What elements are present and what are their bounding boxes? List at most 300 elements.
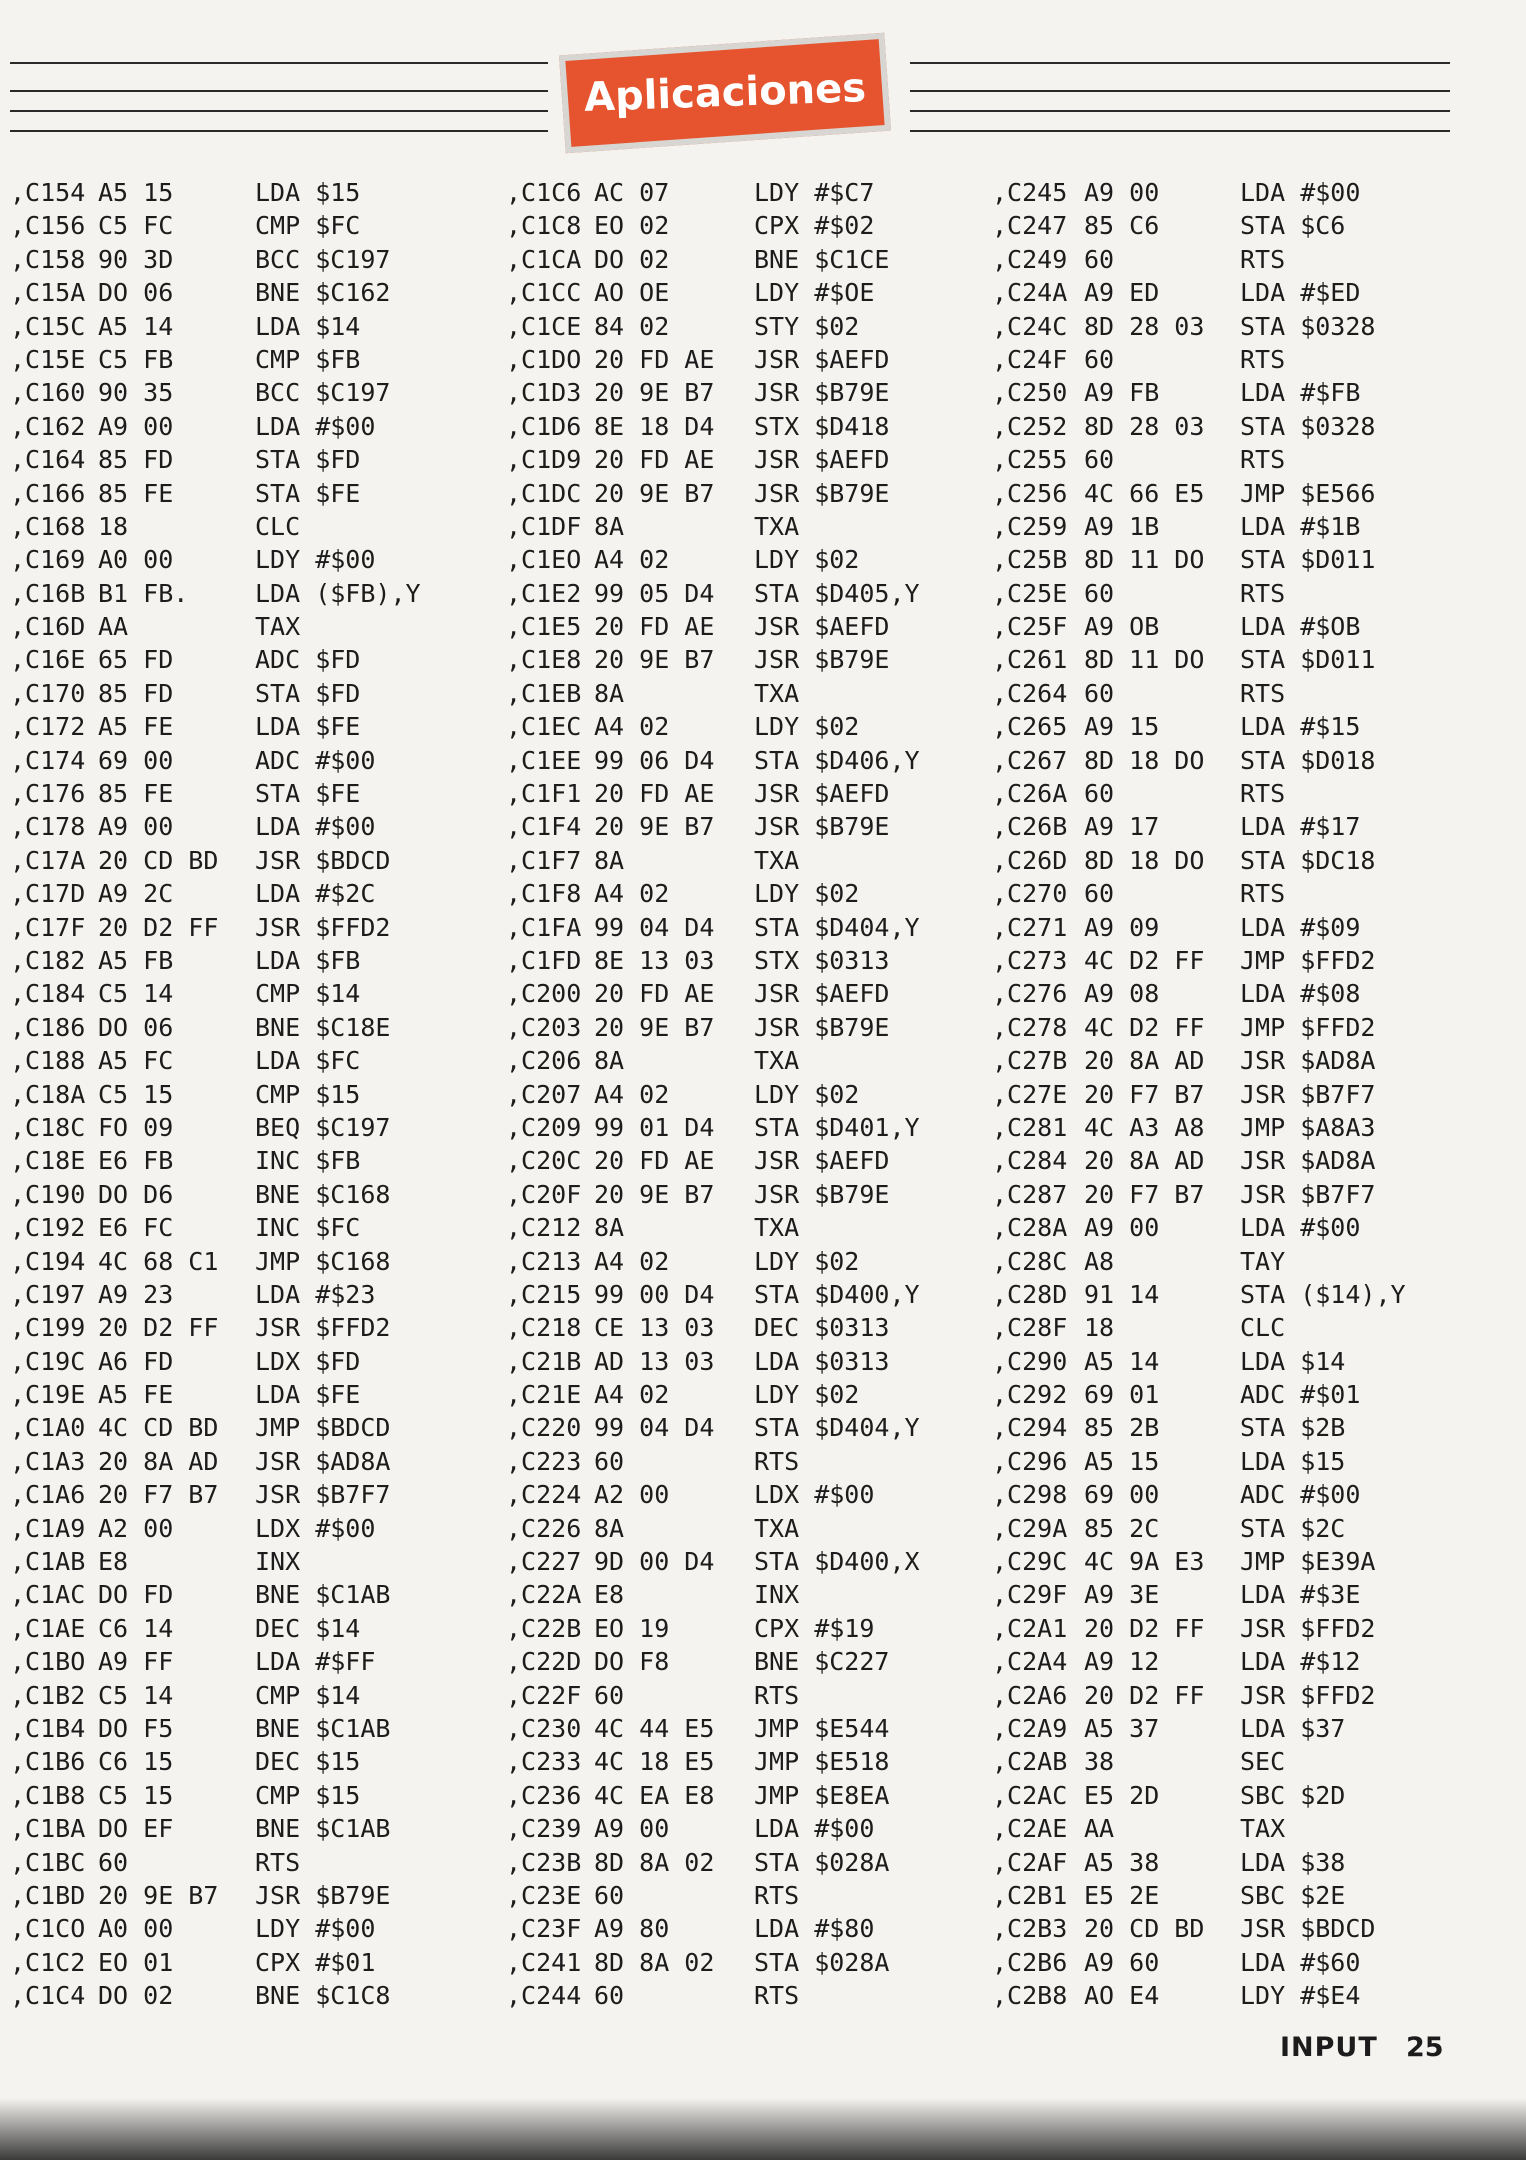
listing-address: ,C21E — [506, 1380, 582, 1410]
listing-instruction: JMP $E8EA — [754, 1780, 890, 1810]
listing-instruction: JMP $C168 — [255, 1246, 391, 1276]
listing-bytes: 20 9E B7 — [594, 478, 715, 508]
listing-bytes: A9 ED — [1084, 278, 1160, 308]
listing-bytes: E8 — [98, 1547, 129, 1577]
listing-instruction: JSR $AD8A — [255, 1446, 391, 1476]
listing-address: ,C1E5 — [506, 612, 582, 642]
page-number: 25 — [1406, 2032, 1444, 2063]
listing-instruction: JSR $BDCD — [1240, 1914, 1376, 1944]
listing-bytes: AC 07 — [594, 178, 670, 207]
listing-address: ,C1AE — [10, 1613, 86, 1643]
listing-bytes: DO 06 — [98, 1012, 174, 1042]
listing-address: ,C158 — [10, 244, 86, 274]
listing-address: ,C21B — [506, 1346, 582, 1376]
listing-bytes: 20 9E B7 — [594, 812, 715, 842]
listing-bytes: E5 2E — [1084, 1880, 1160, 1910]
listing-address: ,C1BD — [10, 1880, 86, 1910]
listing-bytes: FO 09 — [98, 1112, 174, 1142]
listing-address: ,C1C4 — [10, 1981, 86, 2011]
listing-bytes: CE 13 03 — [594, 1313, 715, 1343]
listing-instruction: JMP $E544 — [754, 1713, 890, 1743]
listing-instruction: RTS — [1240, 879, 1286, 909]
listing-instruction: JSR $AD8A — [1240, 1146, 1376, 1176]
listing-instruction: LDA $FE — [255, 1380, 361, 1410]
listing-address: ,C1CO — [10, 1914, 86, 1944]
listing-instruction: LDA #$OB — [1240, 612, 1361, 642]
listing-bytes: 60 — [1084, 244, 1115, 274]
listing-bytes: A9 FB — [1084, 378, 1160, 408]
listing-address: ,C1CA — [506, 244, 582, 274]
listing-bytes: A9 60 — [1084, 1947, 1160, 1977]
listing-address: ,C200 — [506, 979, 582, 1009]
listing-instruction: LDY #$E4 — [1240, 1981, 1361, 2011]
listing-address: ,C261 — [992, 645, 1068, 675]
listing-bytes: 69 01 — [1084, 1380, 1160, 1410]
listing-address: ,C281 — [992, 1112, 1068, 1142]
listing-instruction: JSR $AEFD — [754, 979, 890, 1009]
listing-instruction: LDY $02 — [754, 1246, 860, 1276]
listing-address: ,C2A6 — [992, 1680, 1068, 1710]
header-rule-left-1 — [10, 62, 548, 64]
listing-bytes: 9D 00 D4 — [594, 1547, 715, 1577]
listing-instruction: LDA $FE — [255, 712, 361, 742]
listing-bytes: AO OE — [594, 278, 670, 308]
listing-instruction: ADC #$00 — [1240, 1480, 1361, 1510]
listing-bytes: 99 06 D4 — [594, 745, 715, 775]
listing-bytes: 20 CD BD — [1084, 1914, 1205, 1944]
listing-address: ,C17A — [10, 845, 86, 875]
listing-instruction: LDY #$00 — [255, 545, 376, 575]
listing-address: ,C1AC — [10, 1580, 86, 1610]
listing-address: ,C287 — [992, 1179, 1068, 1209]
listing-bytes: A5 FC — [98, 1046, 174, 1076]
listing-bytes: 65 FD — [98, 645, 174, 675]
listing-bytes: C5 14 — [98, 979, 174, 1009]
listing-instruction: JSR $FFD2 — [1240, 1680, 1376, 1710]
listing-instruction: CLC — [1240, 1313, 1286, 1343]
listing-instruction: DEC $14 — [255, 1613, 361, 1643]
listing-bytes: 60 — [594, 1981, 625, 2011]
listing-address: ,C207 — [506, 1079, 582, 1109]
listing-bytes: 4C EA E8 — [594, 1780, 715, 1810]
listing-instruction: BNE $C1AB — [255, 1580, 391, 1610]
listing-address: ,C244 — [506, 1981, 582, 2011]
listing-instruction: STA $FD — [255, 678, 361, 708]
listing-instruction: STA ($14),Y — [1240, 1279, 1406, 1309]
listing-address: ,C28A — [992, 1213, 1068, 1243]
listing-instruction: JMP $BDCD — [255, 1413, 391, 1443]
listing-instruction: JSR $AEFD — [754, 445, 890, 475]
listing-bytes: A5 14 — [1084, 1346, 1160, 1376]
listing-bytes: AO E4 — [1084, 1981, 1160, 2011]
listing-address: ,C1C6 — [506, 178, 582, 207]
listing-instruction: LDA #$3E — [1240, 1580, 1361, 1610]
listing-address: ,C169 — [10, 545, 86, 575]
listing-bytes: 4C CD BD — [98, 1413, 219, 1443]
listing-instruction: JMP $A8A3 — [1240, 1112, 1376, 1142]
listing-address: ,C1EB — [506, 678, 582, 708]
listing-address: ,C28D — [992, 1279, 1068, 1309]
listing-bytes: A5 38 — [1084, 1847, 1160, 1877]
listing-address: ,C160 — [10, 378, 86, 408]
listing-instruction: LDA ($FB),Y — [255, 578, 421, 608]
listing-address: ,C209 — [506, 1112, 582, 1142]
listing-bytes: 60 — [594, 1680, 625, 1710]
listing-address: ,C206 — [506, 1046, 582, 1076]
listing-bytes: A9 00 — [1084, 1213, 1160, 1243]
listing-bytes: 8A — [594, 1046, 625, 1076]
listing-address: ,C226 — [506, 1513, 582, 1543]
listing-bytes: 4C 9A E3 — [1084, 1547, 1205, 1577]
listing-bytes: AD 13 03 — [594, 1346, 715, 1376]
listing-instruction: CMP $15 — [255, 1079, 361, 1109]
listing-address: ,C16E — [10, 645, 86, 675]
listing-instruction: JSR $AEFD — [754, 1146, 890, 1176]
listing-bytes: 60 — [594, 1446, 625, 1476]
listing-address: ,C1EO — [506, 545, 582, 575]
listing-address: ,C2A4 — [992, 1647, 1068, 1677]
listing-bytes: A9 00 — [98, 411, 174, 441]
listing-instruction: STA $D406,Y — [754, 745, 920, 775]
listing-instruction: STA $C6 — [1240, 211, 1346, 241]
listing-bytes: A9 2C — [98, 879, 174, 909]
listing-instruction: BNE $C162 — [255, 278, 391, 308]
listing-instruction: TXA — [754, 511, 800, 541]
listing-bytes: 20 9E B7 — [594, 1179, 715, 1209]
listing-instruction: LDY #$C7 — [754, 178, 875, 207]
listing-address: ,C184 — [10, 979, 86, 1009]
listing-bytes: A9 12 — [1084, 1647, 1160, 1677]
listing-address: ,C203 — [506, 1012, 582, 1042]
listing-address: ,C249 — [992, 244, 1068, 274]
listing-address: ,C1BA — [10, 1814, 86, 1844]
listing-instruction: LDX #$00 — [255, 1513, 376, 1543]
listing-bytes: 8D 11 DO — [1084, 645, 1205, 675]
listing-instruction: LDA #$80 — [754, 1914, 875, 1944]
listing-address: ,C29A — [992, 1513, 1068, 1543]
listing-instruction: INC $FC — [255, 1213, 361, 1243]
listing-address: ,C24F — [992, 344, 1068, 374]
listing-address: ,C1AB — [10, 1547, 86, 1577]
listing-instruction: STX $D418 — [754, 411, 890, 441]
listing-instruction: LDA $0313 — [754, 1346, 890, 1376]
listing-instruction: CPX #$02 — [754, 211, 875, 241]
listing-instruction: LDA #$00 — [1240, 1213, 1361, 1243]
listing-address: ,C2AE — [992, 1814, 1068, 1844]
listing-address: ,C252 — [992, 411, 1068, 441]
listing-instruction: SBC $2E — [1240, 1880, 1346, 1910]
listing-address: ,C276 — [992, 979, 1068, 1009]
listing-instruction: LDY $02 — [754, 1079, 860, 1109]
listing-instruction: TAX — [1240, 1814, 1286, 1844]
listing-instruction: STA $D400,X — [754, 1547, 920, 1577]
listing-bytes: A5 FE — [98, 1380, 174, 1410]
listing-instruction: STA $D400,Y — [754, 1279, 920, 1309]
listing-instruction: INC $FB — [255, 1146, 361, 1176]
listing-instruction: JSR $FFD2 — [255, 1313, 391, 1343]
listing-address: ,C218 — [506, 1313, 582, 1343]
listing-address: ,C18C — [10, 1112, 86, 1142]
listing-address: ,C1FD — [506, 945, 582, 975]
listing-address: ,C17F — [10, 912, 86, 942]
listing-bytes: 20 FD AE — [594, 979, 715, 1009]
listing-address: ,C23F — [506, 1914, 582, 1944]
listing-instruction: LDA $14 — [255, 311, 361, 341]
listing-instruction: JSR $AD8A — [1240, 1046, 1376, 1076]
listing-instruction: STA $D401,Y — [754, 1112, 920, 1142]
listing-address: ,C172 — [10, 712, 86, 742]
listing-bytes: DO D6 — [98, 1179, 174, 1209]
listing-address: ,C18A — [10, 1079, 86, 1109]
listing-bytes: 18 — [1084, 1313, 1115, 1343]
listing-bytes: 8A — [594, 1513, 625, 1543]
listing-instruction: LDA #$FF — [255, 1647, 376, 1677]
listing-address: ,C1A6 — [10, 1480, 86, 1510]
listing-bytes: 60 — [1084, 344, 1115, 374]
listing-address: ,C26A — [992, 779, 1068, 809]
listing-instruction: LDA #$08 — [1240, 979, 1361, 1009]
listing-address: ,C215 — [506, 1279, 582, 1309]
listing-instruction: JSR $B79E — [754, 378, 890, 408]
listing-bytes: A9 23 — [98, 1279, 174, 1309]
listing-bytes: 85 FE — [98, 779, 174, 809]
listing-instruction: JSR $BDCD — [255, 845, 391, 875]
listing-bytes: 20 8A AD — [1084, 1046, 1205, 1076]
listing-instruction: BNE $C227 — [754, 1647, 890, 1677]
listing-address: ,C25B — [992, 545, 1068, 575]
listing-instruction: TXA — [754, 1046, 800, 1076]
listing-bytes: 20 FD AE — [594, 445, 715, 475]
listing-instruction: LDA #$ED — [1240, 278, 1361, 308]
listing-bytes: 8D 8A 02 — [594, 1947, 715, 1977]
listing-address: ,C26B — [992, 812, 1068, 842]
listing-bytes: E8 — [594, 1580, 625, 1610]
listing-instruction: STA $D011 — [1240, 545, 1376, 575]
listing-instruction: SBC $2D — [1240, 1780, 1346, 1810]
listing-address: ,C23E — [506, 1880, 582, 1910]
listing-bytes: 91 14 — [1084, 1279, 1160, 1309]
listing-bytes: 20 D2 FF — [1084, 1680, 1205, 1710]
listing-bytes: A8 — [1084, 1246, 1115, 1276]
listing-instruction: BNE $C168 — [255, 1179, 391, 1209]
listing-address: ,C22D — [506, 1647, 582, 1677]
listing-address: ,C2AB — [992, 1747, 1068, 1777]
listing-address: ,C1DF — [506, 511, 582, 541]
listing-address: ,C1F8 — [506, 879, 582, 909]
listing-address: ,C267 — [992, 745, 1068, 775]
listing-bytes: DO 06 — [98, 278, 174, 308]
listing-address: ,C2B6 — [992, 1947, 1068, 1977]
header-rule-left-3 — [10, 110, 548, 112]
listing-address: ,C1E8 — [506, 645, 582, 675]
listing-instruction: STA $0328 — [1240, 311, 1376, 341]
listing-instruction: RTS — [754, 1880, 800, 1910]
listing-address: ,C25E — [992, 578, 1068, 608]
listing-bytes: 20 8A AD — [1084, 1146, 1205, 1176]
header-rule-right-1 — [910, 62, 1450, 64]
listing-bytes: A9 00 — [1084, 178, 1160, 207]
listing-address: ,C1F1 — [506, 779, 582, 809]
listing-bytes: A5 14 — [98, 311, 174, 341]
listing-bytes: EO 01 — [98, 1947, 174, 1977]
listing-bytes: 8E 13 03 — [594, 945, 715, 975]
listing-bytes: 20 D2 FF — [1084, 1613, 1205, 1643]
listing-address: ,C15E — [10, 344, 86, 374]
listing-instruction: JSR $B7F7 — [1240, 1179, 1376, 1209]
listing-instruction: BEQ $C197 — [255, 1112, 391, 1142]
listing-address: ,C190 — [10, 1179, 86, 1209]
listing-address: ,C1D9 — [506, 445, 582, 475]
listing-address: ,C1EC — [506, 712, 582, 742]
listing-address: ,C1F4 — [506, 812, 582, 842]
listing-address: ,C213 — [506, 1246, 582, 1276]
listing-address: ,C22B — [506, 1613, 582, 1643]
listing-instruction: INX — [255, 1547, 301, 1577]
listing-address: ,C186 — [10, 1012, 86, 1042]
listing-bytes: 60 — [1084, 879, 1115, 909]
listing-bytes: 85 FD — [98, 678, 174, 708]
listing-bytes: A5 15 — [98, 178, 174, 207]
listing-instruction: STA $028A — [754, 1847, 890, 1877]
listing-instruction: JSR $B7F7 — [255, 1480, 391, 1510]
listing-instruction: JMP $FFD2 — [1240, 1012, 1376, 1042]
listing-bytes: A5 FB — [98, 945, 174, 975]
listing-bytes: 4C 44 E5 — [594, 1713, 715, 1743]
listing-address: ,C16D — [10, 612, 86, 642]
listing-address: ,C212 — [506, 1213, 582, 1243]
listing-bytes: EO 19 — [594, 1613, 670, 1643]
listing-address: ,C29C — [992, 1547, 1068, 1577]
listing-bytes: 99 04 D4 — [594, 1413, 715, 1443]
listing-instruction: LDA $15 — [1240, 1446, 1346, 1476]
listing-address: ,C223 — [506, 1446, 582, 1476]
listing-address: ,C15C — [10, 311, 86, 341]
listing-bytes: DO F8 — [594, 1647, 670, 1677]
listing-address: ,C265 — [992, 712, 1068, 742]
listing-bytes: C5 15 — [98, 1780, 174, 1810]
listing-bytes: A5 15 — [1084, 1446, 1160, 1476]
listing-address: ,C154 — [10, 178, 86, 207]
listing-address: ,C28C — [992, 1246, 1068, 1276]
listing-instruction: LDY #$00 — [255, 1914, 376, 1944]
listing-bytes: DO F5 — [98, 1713, 174, 1743]
listing-address: ,C1C8 — [506, 211, 582, 241]
listing-bytes: A5 37 — [1084, 1713, 1160, 1743]
listing-address: ,C1BO — [10, 1647, 86, 1677]
listing-bytes: E5 2D — [1084, 1780, 1160, 1810]
listing-bytes: 60 — [1084, 445, 1115, 475]
listing-bytes: 60 — [594, 1880, 625, 1910]
listing-instruction: LDA $FC — [255, 1046, 361, 1076]
listing-address: ,C197 — [10, 1279, 86, 1309]
listing-instruction: DEC $0313 — [754, 1313, 890, 1343]
listing-bytes: 20 9E B7 — [98, 1880, 219, 1910]
listing-bytes: DO 02 — [594, 244, 670, 274]
listing-bytes: A5 FE — [98, 712, 174, 742]
listing-instruction: CMP $FB — [255, 344, 361, 374]
listing-instruction: RTS — [754, 1981, 800, 2011]
listing-bytes: A0 00 — [98, 1914, 174, 1944]
listing-instruction: SEC — [1240, 1747, 1286, 1777]
listing-instruction: LDA #$00 — [255, 812, 376, 842]
listing-instruction: LDA #$FB — [1240, 378, 1361, 408]
listing-instruction: STA $FE — [255, 478, 361, 508]
listing-address: ,C2B1 — [992, 1880, 1068, 1910]
header-rule-left-4 — [10, 130, 548, 132]
listing-address: ,C1B4 — [10, 1713, 86, 1743]
listing-bytes: A4 02 — [594, 1246, 670, 1276]
listing-bytes: E6 FC — [98, 1213, 174, 1243]
listing-bytes: A4 02 — [594, 879, 670, 909]
listing-instruction: LDA $FB — [255, 945, 361, 975]
listing-bytes: 60 — [98, 1847, 129, 1877]
listing-instruction: INX — [754, 1580, 800, 1610]
listing-address: ,C176 — [10, 779, 86, 809]
listing-instruction: LDA $37 — [1240, 1713, 1346, 1743]
listing-bytes: 4C D2 FF — [1084, 1012, 1205, 1042]
listing-address: ,C182 — [10, 945, 86, 975]
listing-bytes: 8A — [594, 1213, 625, 1243]
listing-bytes: A9 3E — [1084, 1580, 1160, 1610]
listing-instruction: JSR $B79E — [754, 478, 890, 508]
listing-address: ,C1DO — [506, 344, 582, 374]
listing-address: ,C26D — [992, 845, 1068, 875]
listing-instruction: STA $D404,Y — [754, 912, 920, 942]
listing-instruction: STA $D011 — [1240, 645, 1376, 675]
listing-address: ,C1DC — [506, 478, 582, 508]
listing-bytes: A9 00 — [98, 812, 174, 842]
listing-instruction: TXA — [754, 1213, 800, 1243]
listing-instruction: JSR $AEFD — [754, 779, 890, 809]
listing-bytes: A4 02 — [594, 1079, 670, 1109]
listing-address: ,C1EE — [506, 745, 582, 775]
listing-instruction: LDA $15 — [255, 178, 361, 207]
listing-address: ,C1E2 — [506, 578, 582, 608]
listing-bytes: C5 FC — [98, 211, 174, 241]
listing-address: ,C188 — [10, 1046, 86, 1076]
listing-instruction: STX $0313 — [754, 945, 890, 975]
listing-instruction: TAX — [255, 612, 301, 642]
listing-instruction: RTS — [1240, 445, 1286, 475]
listing-address: ,C245 — [992, 178, 1068, 207]
listing-bytes: 8D 28 03 — [1084, 411, 1205, 441]
listing-address: ,C168 — [10, 511, 86, 541]
listing-bytes: 20 FD AE — [594, 344, 715, 374]
listing-instruction: STA $028A — [754, 1947, 890, 1977]
section-tag — [559, 33, 891, 154]
listing-bytes: 20 FD AE — [594, 779, 715, 809]
listing-instruction: LDA #$00 — [1240, 178, 1361, 207]
listing-bytes: C6 14 — [98, 1613, 174, 1643]
listing-bytes: 38 — [1084, 1747, 1115, 1777]
listing-bytes: A9 1B — [1084, 511, 1160, 541]
listing-instruction: JMP $E518 — [754, 1747, 890, 1777]
listing-bytes: 20 F7 B7 — [1084, 1079, 1205, 1109]
listing-address: ,C166 — [10, 478, 86, 508]
listing-bytes: 20 CD BD — [98, 845, 219, 875]
listing-bytes: 90 3D — [98, 244, 174, 274]
listing-bytes: 20 9E B7 — [594, 645, 715, 675]
listing-address: ,C1CC — [506, 278, 582, 308]
listing-instruction: JSR $B79E — [255, 1880, 391, 1910]
listing-instruction: STA $2C — [1240, 1513, 1346, 1543]
listing-instruction: LDY $02 — [754, 712, 860, 742]
listing-bytes: 99 05 D4 — [594, 578, 715, 608]
listing-instruction: STA $DC18 — [1240, 845, 1376, 875]
listing-instruction: CMP $FC — [255, 211, 361, 241]
listing-instruction: ADC #$01 — [1240, 1380, 1361, 1410]
listing-bytes: 60 — [1084, 779, 1115, 809]
